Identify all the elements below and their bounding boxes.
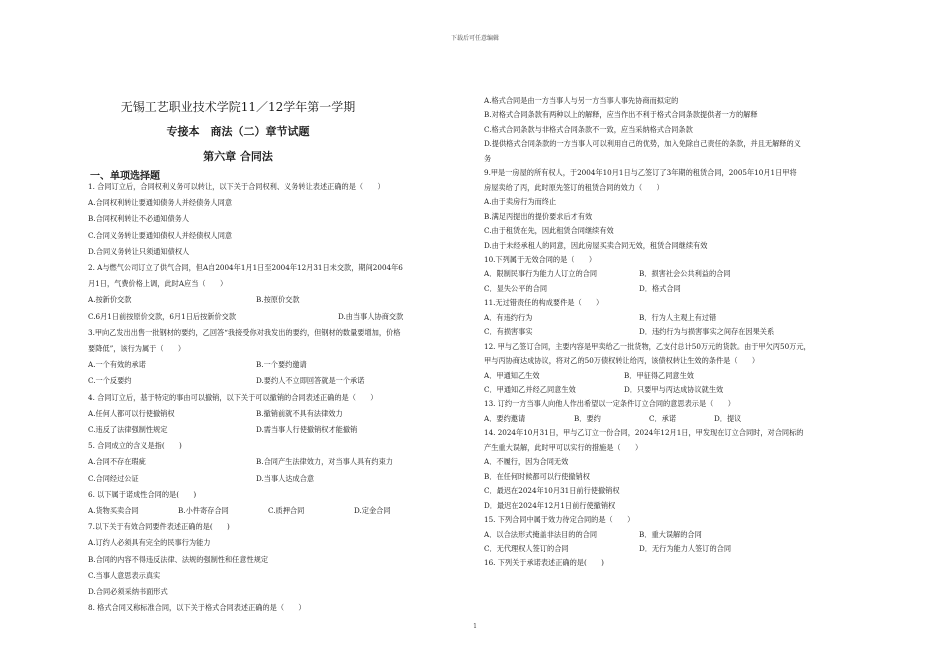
question-line: 甲与丙协商达成协议，将对乙的50万债权转让给丙，该债权转让生效的条件是（ ） bbox=[484, 356, 760, 366]
question-line: 11.无过错责任的构成要件是（ ） bbox=[484, 298, 604, 308]
question-line bbox=[484, 284, 874, 293]
option-text: A.一个有效的承诺 bbox=[88, 360, 146, 370]
option-text: A．要约邀请 bbox=[484, 413, 526, 423]
question-line bbox=[88, 506, 473, 515]
question-line: D.合同必须采纳书面形式 bbox=[88, 587, 168, 596]
question-line bbox=[88, 474, 473, 483]
question-line: B．在任何时候都可以行使撤销权 bbox=[484, 471, 590, 481]
question-line: B.合同权利转让不必通知债务人 bbox=[88, 214, 190, 224]
option-text: D.当事人达成合意 bbox=[256, 473, 315, 483]
option-text: B.撤销前就不具有法律效力 bbox=[256, 408, 343, 418]
option-text: C．甲通知乙并经乙同意生效 bbox=[484, 385, 576, 394]
section-heading: 一、单项选择题 bbox=[90, 171, 160, 182]
question-line: 2. A与燃气公司订立了供气合同，但A自2004年1月1日至2004年12月31日未交款，期间2004年6 bbox=[88, 263, 403, 272]
option-text: C．无代理权人签订的合同 bbox=[484, 543, 569, 553]
question-line: 10.下列属于无效合同的是（ ） bbox=[484, 254, 597, 264]
document-title: 无锡工艺职业技术学院11／12学年第一学期 bbox=[120, 100, 356, 114]
question-line: 12. 甲与乙签订合同，主要内容是甲卖给乙一批货物，乙支付总计50万元的货款。由于甲欠丙50万元， bbox=[484, 341, 811, 351]
option-text: B.合同产生法律效力，对当事人具有约束力 bbox=[256, 457, 393, 467]
option-text: D．违约行为与损害事实之间存在因果关系 bbox=[639, 327, 775, 337]
question-line: 5. 合同成立的含义是指( ) bbox=[88, 441, 182, 451]
question-line: 8. 格式合同又称标准合同，以下关于格式合同表述正确的是（ ） bbox=[88, 603, 306, 613]
question-line: 务 bbox=[484, 153, 492, 163]
option-text: D.由当事人协商交款 bbox=[338, 311, 404, 321]
option-text: C.违反了法律强制性规定 bbox=[88, 425, 168, 434]
header-note: 下载后可任意编辑 bbox=[450, 35, 499, 42]
question-line bbox=[484, 385, 874, 394]
question-line bbox=[484, 530, 874, 539]
question-line: 6. 以下属于诺成性合同的是( ) bbox=[88, 489, 197, 499]
option-text: C．承诺 bbox=[649, 413, 677, 423]
option-text: B．甲征得乙同意生效 bbox=[624, 370, 694, 380]
question-line: A.订约人必须具有完全的民事行为能力 bbox=[88, 538, 211, 548]
question-line: D.由于未经承租人的同意，因此房屋买卖合同无效，租赁合同继续有效 bbox=[484, 240, 708, 250]
option-text: A.合同不存在瑕疵 bbox=[88, 457, 146, 467]
option-text: C.质押合同 bbox=[268, 506, 305, 515]
question-line: A.合同权利转让要通知债务人并经债务人同意 bbox=[88, 198, 233, 208]
question-line: 9.甲是一房屋的所有权人，于2004年10月1日与乙签订了3年期的租赁合同，2005年10月1日甲将 bbox=[484, 168, 797, 178]
question-line: D．最迟在2024年12月1日前行使撤销权 bbox=[484, 500, 616, 510]
question-line: B.对格式合同条款有两种以上的解释，应当作出不利于格式合同条款提供者一方的解释 bbox=[484, 110, 758, 120]
question-line: D.提供格式合同条款的一方当事人可以利用自己的优势，加入免除自己责任的条款，并且无解释的义 bbox=[484, 139, 801, 149]
question-line: C．最迟在2024年10月31日前行使撤销权 bbox=[484, 486, 620, 496]
document-subtitle: 专接本 商法（二）章节试题 bbox=[166, 125, 310, 138]
question-line: A.由于卖房行为而终止 bbox=[484, 197, 557, 207]
question-line: 13. 订约一方当事人向他人作出希望以一定条件订立合同的意思表示是（ ） bbox=[484, 399, 735, 409]
question-line bbox=[88, 312, 473, 321]
question-line: 14. 2024年10月31日，甲与乙订立一份合同，2024年12月1日，甲发现在订立合同时，对合同标的 bbox=[484, 428, 804, 438]
question-line: 16. 下列关于承诺表述正确的是( ) bbox=[484, 558, 604, 568]
option-text: A．以合法形式掩盖非法目的的合同 bbox=[484, 529, 598, 539]
option-text: A.按新价交款 bbox=[88, 295, 132, 305]
option-text: B．要约 bbox=[574, 413, 601, 423]
option-text: D.要约人不立即回答就是一个承诺 bbox=[256, 376, 365, 386]
question-line bbox=[484, 414, 874, 423]
question-line: B.满足丙提出的提价要求后才有效 bbox=[484, 211, 593, 221]
question-line: 3.甲向乙发出出售一批钢材的要约，乙回答“我接受你对我发出的要约，但钢材的数量要增加，价格 bbox=[88, 327, 401, 337]
question-line: 15. 下列合同中属于效力待定合同的是（ ） bbox=[484, 515, 635, 525]
question-line bbox=[88, 425, 473, 434]
option-text: D.需当事人行使撤销权才能撤销 bbox=[256, 425, 358, 434]
question-line bbox=[88, 409, 473, 418]
option-text: A．限制民事行为能力人订立的合同 bbox=[484, 269, 598, 279]
question-line: C.由于租赁在先，因此租赁合同继续有效 bbox=[484, 226, 614, 236]
question-line: 产生重大误解，此时甲可以实行的措施是（ ） bbox=[484, 442, 643, 452]
question-line: C.格式合同条款与非格式合同条款不一致，应当采纳格式合同条款 bbox=[484, 124, 693, 134]
option-text: D．格式合同 bbox=[639, 283, 681, 293]
question-line bbox=[88, 295, 473, 304]
option-text: D.定金合同 bbox=[354, 506, 391, 515]
question-line bbox=[484, 327, 874, 336]
question-line: C.当事人意思表示真实 bbox=[88, 570, 161, 580]
option-text: D．提议 bbox=[714, 413, 742, 423]
option-text: D．无行为能力人签订的合同 bbox=[639, 543, 732, 553]
option-text: B.小件寄存合同 bbox=[178, 506, 229, 515]
chapter-title: 第六章 合同法 bbox=[203, 150, 273, 163]
option-text: B.一个要约邀请 bbox=[256, 360, 307, 370]
option-text: A．有违约行为 bbox=[484, 312, 533, 322]
question-line: D.合同义务转让只须通知债权人 bbox=[88, 246, 190, 256]
option-text: B.按原价交款 bbox=[256, 295, 300, 305]
question-line: C.合同义务转让要通知债权人并经债权人同意 bbox=[88, 230, 233, 240]
question-line bbox=[484, 371, 874, 380]
question-line: A．不履行，因为合同无效 bbox=[484, 457, 569, 467]
option-text: C.6月1日前按原价交款，6月1日后按新价交款 bbox=[88, 311, 237, 321]
option-text: C.合同经过公证 bbox=[88, 473, 139, 483]
option-text: C.一个反要约 bbox=[88, 376, 132, 386]
option-text: A．甲通知乙生效 bbox=[484, 370, 540, 380]
option-text: A.任何人都可以行使撤销权 bbox=[88, 408, 175, 418]
question-line bbox=[88, 376, 473, 385]
option-text: C．显失公平的合同 bbox=[484, 283, 548, 293]
option-text: B．重大误解的合同 bbox=[639, 529, 702, 539]
question-line bbox=[484, 269, 874, 278]
question-line bbox=[88, 360, 473, 369]
page-number: 1 bbox=[473, 623, 477, 630]
question-line: 1. 合同订立后，合同权利义务可以转让，以下关于合同权利、义务转让表述正确的是（ ） bbox=[88, 182, 385, 191]
question-line: 月1日，气费价格上调，此时A应当（ ） bbox=[88, 279, 228, 289]
question-line bbox=[484, 544, 874, 553]
option-text: B．损害社会公共利益的合同 bbox=[639, 269, 731, 279]
question-line: 4. 合同订立后，基于特定的事由可以撤销，以下关于可以撤销的合同表述正确的是（ ） bbox=[88, 392, 378, 402]
question-line bbox=[484, 313, 874, 322]
option-text: A.货物买卖合同 bbox=[88, 506, 139, 515]
question-line: A.格式合同是由一方当事人与另一方当事人事先协商而拟定的 bbox=[484, 96, 679, 105]
question-line: 房屋卖给了丙，此时原先签订的租赁合同的效力（ ） bbox=[484, 182, 664, 192]
option-text: C．有损害事实 bbox=[484, 327, 533, 337]
option-text: B．行为人主观上有过错 bbox=[639, 312, 717, 322]
question-line: B.合同的内容不得违反法律、法规的强制性和任意性规定 bbox=[88, 554, 269, 564]
option-text: D．只要甲与丙达成协议就生效 bbox=[624, 385, 724, 394]
question-line: 7.以下关于有效合同要件表述正确的是( ) bbox=[88, 522, 230, 532]
question-line bbox=[88, 457, 473, 466]
question-line: 要降低”，该行为属于（ ） bbox=[88, 344, 186, 353]
